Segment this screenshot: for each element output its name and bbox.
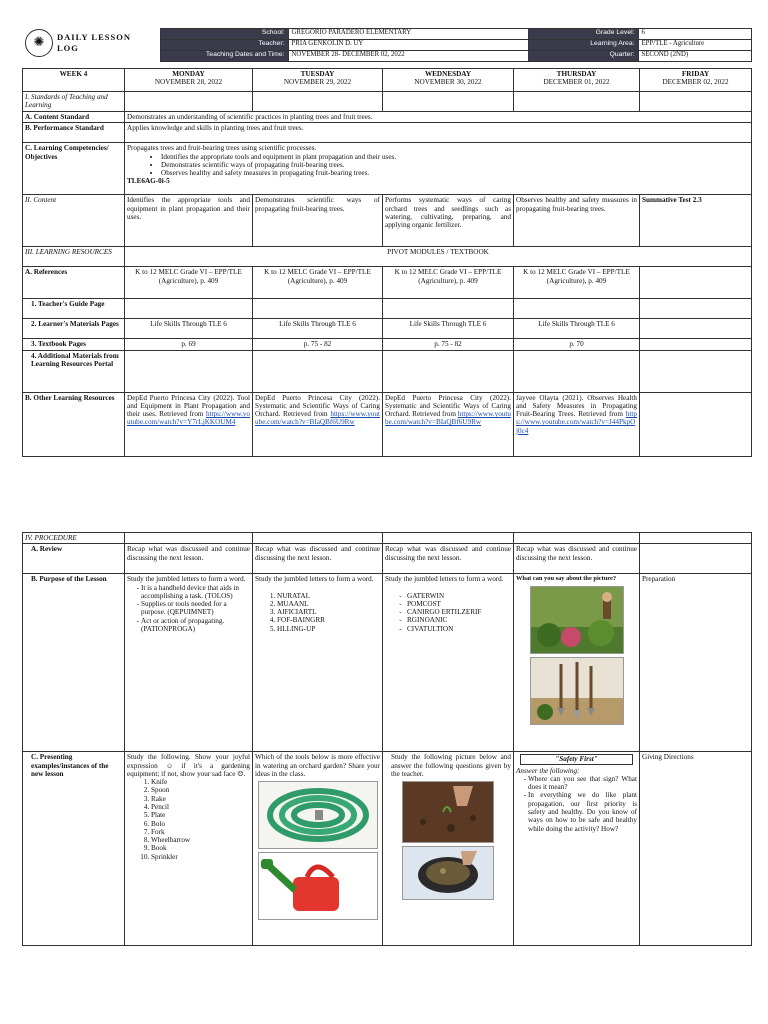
additional-materials-label: 4. Additional Materials from Learning Resources Portal xyxy=(23,350,125,392)
teachers-guide-label: 1. Teacher's Guide Page xyxy=(23,299,125,319)
content-monday: Identifies the appropriate tools and equipment in plant propagation and their uses. xyxy=(125,195,253,247)
textbook-pages-label: 3. Textbook Pages xyxy=(23,339,125,350)
competency-item: • Identifies the appropriate tools and equipment in plant propagation and their uses. xyxy=(161,153,749,161)
teacher-label: Teacher: xyxy=(160,40,288,51)
tool-item: 4. Pencil xyxy=(151,803,250,811)
jumbled-word: 2. MUAANL xyxy=(277,600,380,608)
presenting-friday: Giving Directions xyxy=(640,752,752,946)
watering-can-picture xyxy=(258,852,378,920)
area-value: EPP/TLE - Agriculture xyxy=(638,40,751,51)
jumbled-clue: - Supplies or tools needed for a purpose. (QEPUIMNET) xyxy=(141,600,250,617)
day-tuesday: TUESDAY xyxy=(300,70,335,78)
tool-item: 9. Book xyxy=(151,844,250,852)
learners-materials-label: 2. Learner's Materials Pages xyxy=(23,319,125,339)
content-friday: Summative Test 2.3 xyxy=(640,195,752,247)
safety-question: - In everything we do like plant propagation, our first priority is safety and healthy. Do you know of ways on how to be safe and healthy while doing the activity? How? xyxy=(528,791,637,832)
learners-material: Life Skills Through TLE 6 xyxy=(253,319,383,339)
competency-item: • Demonstrates scientific ways of propagating fruit-bearing trees. xyxy=(161,161,749,169)
other-resource-tuesday: DepEd Puerto Princesa City (2022). Systematic and Scientific Ways of Caring Orchard. Retrieved from xyxy=(255,393,380,419)
deped-seal-icon: ✺ xyxy=(25,29,53,57)
content-tuesday: Demonstrates scientific ways of propagating fruit-bearing trees. xyxy=(253,195,383,247)
competencies-cell xyxy=(125,143,752,195)
competency-code: TLE6AG-0i-5 xyxy=(127,177,170,186)
day-thursday: THURSDAY xyxy=(556,70,597,78)
learners-material: Life Skills Through TLE 6 xyxy=(383,319,514,339)
garden-picture xyxy=(530,586,624,654)
jumbled-word: 3. AIFICIARTL xyxy=(277,608,380,616)
soil-planting-picture xyxy=(402,781,494,843)
purpose-friday: Preparation xyxy=(640,574,752,752)
content-standard-label: A. Content Standard xyxy=(23,112,125,123)
youtube-link-thursday[interactable]: https://www.youtube.com/watch?v=J44PkpOj0c4 xyxy=(516,410,637,435)
logo-title-line2: LOG xyxy=(57,42,79,53)
week-label: WEEK 4 xyxy=(23,69,125,92)
resources-banner: PIVOT MODULES / TEXTBOOK xyxy=(125,247,752,267)
review-thursday: Recap what was discussed and continue discussing the next lesson. xyxy=(514,544,640,574)
review-label: A. Review xyxy=(23,544,125,574)
review-monday: Recap what was discussed and continue discussing the next lesson. xyxy=(125,544,253,574)
textbook-pages-tuesday: p. 75 - 82 xyxy=(253,339,383,350)
compost-bin-picture xyxy=(402,846,494,900)
other-resource-monday: DepEd Puerto Princesa City (2022). Tool and Equipment in Plant Propagation and their uses. Retrieved from xyxy=(127,393,250,419)
jumbled-clue: - Act or action of propagating. (PATIONPROGA) xyxy=(141,617,250,634)
presenting-label: C. Presenting examples/instances of the new lesson xyxy=(23,752,125,946)
learners-material: Life Skills Through TLE 6 xyxy=(125,319,253,339)
jumbled-clue: - It is a handheld device that aids in accomplishing a task. (TOLOS) xyxy=(141,584,250,601)
safety-subtitle: Answer the following: xyxy=(516,766,580,775)
review-wednesday: Recap what was discussed and continue discussing the next lesson. xyxy=(383,544,514,574)
other-resources-label: B. Other Learning Resources xyxy=(23,392,125,456)
tool-item: 2. Spoon xyxy=(151,786,250,794)
purpose-intro: Study the jumbled letters to form a word. xyxy=(255,575,374,584)
tool-item: 10. Sprinkler xyxy=(151,853,250,861)
tool-item: 7. Fork xyxy=(151,828,250,836)
teacher-value: PRIA GENKOLIN D. UY xyxy=(288,40,528,51)
textbook-pages-monday: p. 69 xyxy=(125,339,253,350)
lesson-log-page-1 xyxy=(22,28,751,457)
procedure-label: IV. PROCEDURE xyxy=(23,533,125,544)
lesson-table xyxy=(22,68,752,457)
garden-tools-picture xyxy=(530,657,624,725)
jumbled-word: - CIVATULTION xyxy=(407,625,511,633)
date-thursday: DECEMBER 01, 2022 xyxy=(543,78,610,87)
jumbled-word: 5. HLLING-UP xyxy=(277,625,380,633)
quarter-label: Quarter: xyxy=(528,51,638,62)
other-resource-wednesday: DepEd Puerto Princesa City (2022). Systematic and Scientific Ways of Caring Orchard. Retrieved from xyxy=(385,393,511,419)
reference-melc: K to 12 MELC Grade VI – EPP/TLE (Agriculture), p. 409 xyxy=(125,267,253,299)
reference-melc: K to 12 MELC Grade VI – EPP/TLE (Agriculture), p. 409 xyxy=(383,267,514,299)
dates-value: NOVEMBER 28- DECEMBER 02, 2022 xyxy=(288,51,528,62)
content-thursday: Observes healthy and safety measures in propagating fruit-bearing trees. xyxy=(514,195,640,247)
lesson-log-page-2 xyxy=(22,532,751,946)
day-friday: FRIDAY xyxy=(681,70,710,78)
tool-item: 3. Rake xyxy=(151,795,250,803)
logo-cell xyxy=(22,29,160,62)
content-wednesday: Performs systematic ways of caring orchard trees and seedlings such as watering, cultivating, preparing, and applying organic fertilizer. xyxy=(383,195,514,247)
reference-melc: K to 12 MELC Grade VI – EPP/TLE (Agriculture), p. 409 xyxy=(253,267,383,299)
tool-item: 1. Knife xyxy=(151,778,250,786)
school-value: GREGORIO PARADERO ELEMENTARY xyxy=(288,29,528,40)
tool-item: 6. Bolo xyxy=(151,820,250,828)
date-wednesday: NOVEMBER 30, 2022 xyxy=(414,78,482,87)
jumbled-word: 1. NURATAL xyxy=(277,592,380,600)
performance-standard-value: Applies knowledge and skills in planting trees and fruit trees. xyxy=(125,123,752,143)
learners-material: Life Skills Through TLE 6 xyxy=(514,319,640,339)
procedure-table xyxy=(22,532,752,946)
jumbled-word: 4. FOF-BAINGRR xyxy=(277,616,380,624)
purpose-intro: Study the jumbled letters to form a word. xyxy=(127,575,246,584)
jumbled-word: - POMCOST xyxy=(407,600,511,608)
purpose-intro: Study the jumbled letters to form a word. xyxy=(385,575,504,584)
content-standard-value: Demonstrates an understanding of scientific practices in planting trees and fruit trees. xyxy=(125,112,752,123)
date-friday: DECEMBER 02, 2022 xyxy=(662,78,729,87)
garden-hose-picture xyxy=(258,781,378,849)
day-monday: MONDAY xyxy=(172,70,205,78)
textbook-pages-wednesday: p. 75 - 82 xyxy=(383,339,514,350)
jumbled-word: - RGINOANIC xyxy=(407,616,511,624)
tool-item: 8. Wheelbarrow xyxy=(151,836,250,844)
review-tuesday: Recap what was discussed and continue discussing the next lesson. xyxy=(253,544,383,574)
other-resource-thursday: Jayvee Olayta (2021). Observes Health and Safety Measures in Propagating Fruit-Bearing Trees. Retrieved from xyxy=(516,393,637,419)
purpose-label: B. Purpose of the Lesson xyxy=(23,574,125,752)
day-wednesday: WEDNESDAY xyxy=(424,70,472,78)
tool-item: 5. Plate xyxy=(151,811,250,819)
references-label: A. References xyxy=(23,267,125,299)
competencies-label: C. Learning Competencies/ Objectives xyxy=(23,143,125,195)
content-label: II. Content xyxy=(23,195,125,247)
safety-first-title: "Safety First" xyxy=(520,754,633,764)
safety-question: - Where can you see that sign? What does it mean? xyxy=(528,775,637,792)
competency-item: • Observes healthy and safety measures in propagating fruit-bearing trees. xyxy=(161,169,749,177)
presenting-monday: Study the following. Show your joyful expression ☺ if it's a gardening equipment; if not, show your sad face ☹. xyxy=(127,753,250,778)
dates-label: Teaching Dates and Time: xyxy=(160,51,288,62)
competencies-intro: Propagates trees and fruit-bearing trees using scientific processes. xyxy=(127,144,317,153)
date-monday: NOVEMBER 28, 2022 xyxy=(154,78,223,87)
jumbled-word: - CANIRGO ERTILZERIF xyxy=(407,608,511,616)
grade-label: Grade Level: xyxy=(528,29,638,40)
textbook-pages-thursday: p. 70 xyxy=(514,339,640,350)
area-label: Learning Area: xyxy=(528,40,638,51)
presenting-wednesday: Study the following picture below and answer the following questions given by the teacher. xyxy=(391,753,511,778)
logo-title-line1: DAILY LESSON xyxy=(57,32,131,43)
reference-melc: K to 12 MELC Grade VI – EPP/TLE (Agriculture), p. 409 xyxy=(514,267,640,299)
header-table xyxy=(22,28,752,62)
youtube-link-monday[interactable]: https://www.youtube.com/watch?v=Y7rLjKKOUM4 xyxy=(127,410,250,427)
youtube-link-wednesday[interactable]: https://www.youtube.com/watch?v=BIaQBf6U9Rw xyxy=(385,410,511,427)
resources-label: III. LEARNING RESOURCES xyxy=(23,247,125,267)
standards-section-label: I. Standards of Teaching and Learning xyxy=(23,92,125,112)
jumbled-word: - GATERWIN xyxy=(407,592,511,600)
school-label: School: xyxy=(160,29,288,40)
youtube-link-tuesday[interactable]: https://www.youtube.com/watch?v=BIaQBf6U9Rw xyxy=(255,410,380,427)
performance-standard-label: B. Performance Standard xyxy=(23,123,125,143)
purpose-thursday-question: What can you say about the picture? xyxy=(516,575,617,583)
quarter-value: SECOND (2ND) xyxy=(638,51,751,62)
grade-value: 6 xyxy=(638,29,751,40)
presenting-tuesday: Which of the tools below is more effective in watering an orchard garden? Share your ideas in the class. xyxy=(255,753,380,778)
date-tuesday: NOVEMBER 29, 2022 xyxy=(283,78,352,87)
